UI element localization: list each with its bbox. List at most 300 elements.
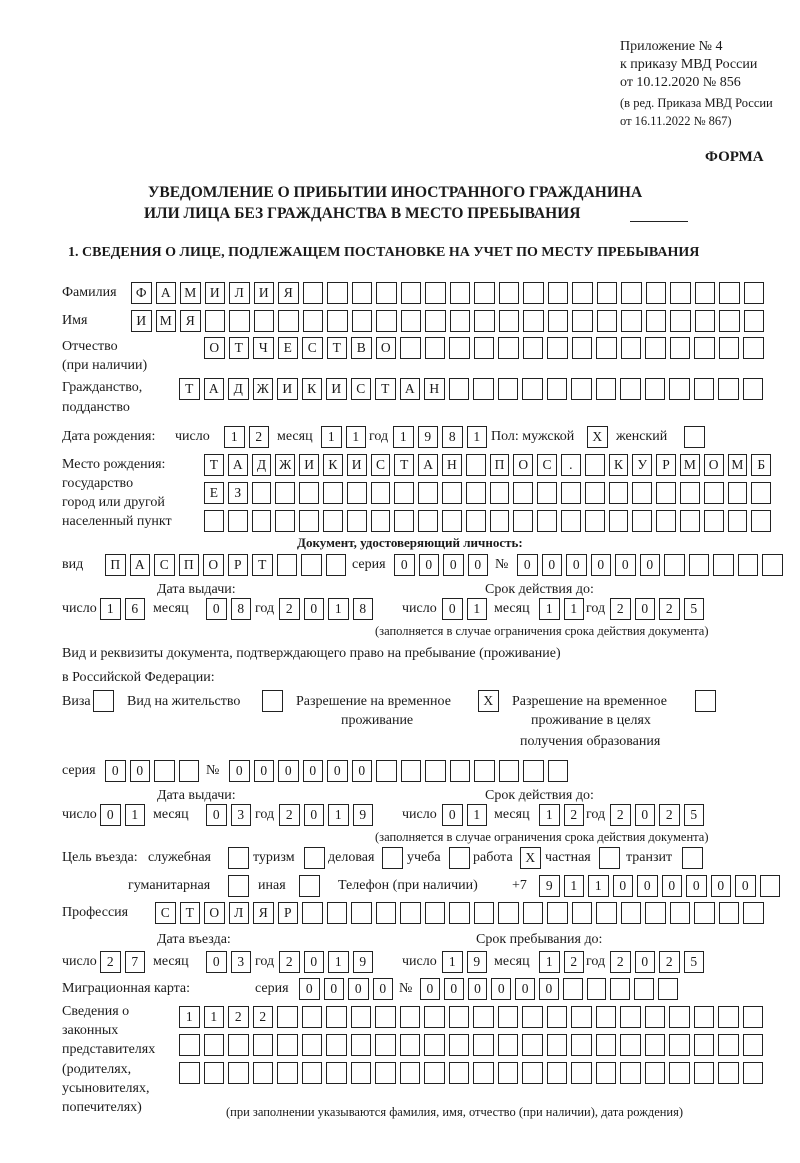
char-cell[interactable] (621, 310, 642, 332)
char-cell[interactable]: К (302, 378, 323, 400)
char-cell[interactable]: 0 (468, 978, 488, 1000)
char-cell[interactable]: Д (228, 378, 249, 400)
char-cell[interactable]: 8 (353, 598, 374, 620)
char-cell[interactable]: 0 (517, 554, 538, 576)
char-cell[interactable]: 5 (684, 598, 705, 620)
char-cell[interactable] (376, 310, 397, 332)
char-cell[interactable] (326, 1034, 347, 1056)
char-cell[interactable] (547, 1006, 568, 1028)
char-cell[interactable]: К (323, 454, 343, 476)
char-cell[interactable]: 9 (467, 951, 488, 973)
char-cell[interactable]: П (105, 554, 126, 576)
char-cell[interactable]: И (347, 454, 367, 476)
char-cell[interactable] (204, 510, 224, 532)
char-cell[interactable] (609, 510, 629, 532)
char-cell[interactable]: 0 (327, 760, 348, 782)
char-cell[interactable]: О (204, 902, 225, 924)
char-cell[interactable] (351, 1034, 372, 1056)
char-cell[interactable]: . (561, 454, 581, 476)
char-cell[interactable]: Е (204, 482, 224, 504)
char-cell[interactable]: 2 (279, 598, 300, 620)
char-cell[interactable]: 2 (659, 951, 680, 973)
char-cell[interactable] (572, 310, 593, 332)
char-cell[interactable] (513, 482, 533, 504)
char-cell[interactable] (670, 310, 691, 332)
char-cell[interactable]: 0 (206, 804, 227, 826)
char-cell[interactable] (571, 1006, 592, 1028)
char-cell[interactable] (228, 1034, 249, 1056)
char-cell[interactable] (352, 282, 373, 304)
char-cell[interactable] (449, 337, 470, 359)
char-cell[interactable]: А (228, 454, 248, 476)
char-cell[interactable] (547, 902, 568, 924)
char-cell[interactable]: 0 (442, 804, 463, 826)
char-cell[interactable] (537, 482, 557, 504)
char-cell[interactable]: 1 (539, 951, 560, 973)
char-cell[interactable] (572, 902, 593, 924)
char-cell[interactable] (743, 1034, 764, 1056)
char-cell[interactable]: 0 (299, 978, 320, 1000)
char-cell[interactable]: Я (180, 310, 201, 332)
char-cell[interactable] (425, 310, 446, 332)
char-cell[interactable] (669, 1034, 690, 1056)
char-cell[interactable] (751, 510, 771, 532)
char-cell[interactable] (449, 1006, 470, 1028)
char-cell[interactable]: Л (229, 902, 250, 924)
char-cell[interactable] (656, 482, 676, 504)
char-cell[interactable]: 0 (542, 554, 563, 576)
char-cell[interactable] (253, 1034, 274, 1056)
checkbox-cell[interactable] (228, 847, 249, 869)
char-cell[interactable]: 2 (610, 598, 631, 620)
char-cell[interactable]: Т (204, 454, 224, 476)
char-cell[interactable] (425, 902, 446, 924)
char-cell[interactable]: 0 (304, 951, 325, 973)
char-cell[interactable]: 9 (418, 426, 439, 448)
char-cell[interactable]: 0 (640, 554, 661, 576)
char-cell[interactable]: 3 (231, 804, 252, 826)
char-cell[interactable] (466, 482, 486, 504)
char-cell[interactable] (646, 282, 667, 304)
char-cell[interactable] (179, 1062, 200, 1084)
char-cell[interactable]: А (418, 454, 438, 476)
char-cell[interactable] (449, 378, 470, 400)
char-cell[interactable] (718, 1062, 739, 1084)
char-cell[interactable] (302, 1062, 323, 1084)
char-cell[interactable] (645, 378, 666, 400)
char-cell[interactable] (669, 1062, 690, 1084)
char-cell[interactable]: В (351, 337, 372, 359)
char-cell[interactable]: 7 (125, 951, 146, 973)
char-cell[interactable] (704, 482, 724, 504)
char-cell[interactable]: 2 (249, 426, 270, 448)
char-cell[interactable] (442, 510, 462, 532)
char-cell[interactable] (523, 760, 544, 782)
char-cell[interactable] (424, 1034, 445, 1056)
char-cell[interactable] (375, 1062, 396, 1084)
char-cell[interactable]: С (155, 902, 176, 924)
char-cell[interactable]: Р (278, 902, 299, 924)
char-cell[interactable] (376, 902, 397, 924)
char-cell[interactable]: У (632, 454, 652, 476)
char-cell[interactable]: 6 (125, 598, 146, 620)
char-cell[interactable]: А (400, 378, 421, 400)
char-cell[interactable]: 9 (539, 875, 560, 897)
char-cell[interactable] (347, 482, 367, 504)
char-cell[interactable]: М (180, 282, 201, 304)
char-cell[interactable] (670, 282, 691, 304)
char-cell[interactable] (523, 337, 544, 359)
char-cell[interactable] (327, 310, 348, 332)
char-cell[interactable]: И (254, 282, 275, 304)
char-cell[interactable]: 0 (539, 978, 559, 1000)
char-cell[interactable] (669, 1006, 690, 1028)
char-cell[interactable] (327, 282, 348, 304)
char-cell[interactable] (204, 1034, 225, 1056)
checkbox-cell[interactable] (382, 847, 403, 869)
char-cell[interactable]: С (154, 554, 175, 576)
char-cell[interactable]: 1 (442, 951, 463, 973)
checkbox-cell[interactable] (684, 426, 705, 448)
char-cell[interactable] (719, 310, 740, 332)
char-cell[interactable] (694, 902, 715, 924)
char-cell[interactable]: О (204, 337, 225, 359)
char-cell[interactable]: Т (229, 337, 250, 359)
char-cell[interactable]: П (179, 554, 200, 576)
char-cell[interactable]: 2 (228, 1006, 249, 1028)
char-cell[interactable] (547, 337, 568, 359)
char-cell[interactable]: А (204, 378, 225, 400)
checkbox-cell[interactable] (682, 847, 703, 869)
char-cell[interactable] (563, 978, 583, 1000)
char-cell[interactable]: К (609, 454, 629, 476)
char-cell[interactable] (694, 337, 715, 359)
char-cell[interactable]: 0 (635, 804, 656, 826)
char-cell[interactable] (719, 282, 740, 304)
char-cell[interactable]: С (537, 454, 557, 476)
char-cell[interactable] (718, 1006, 739, 1028)
char-cell[interactable] (442, 482, 462, 504)
char-cell[interactable]: 0 (304, 598, 325, 620)
char-cell[interactable]: 0 (352, 760, 373, 782)
char-cell[interactable] (561, 510, 581, 532)
char-cell[interactable] (561, 482, 581, 504)
char-cell[interactable] (400, 1034, 421, 1056)
char-cell[interactable]: О (203, 554, 224, 576)
char-cell[interactable] (449, 1062, 470, 1084)
char-cell[interactable]: Т (180, 902, 201, 924)
char-cell[interactable] (299, 510, 319, 532)
char-cell[interactable] (694, 1006, 715, 1028)
char-cell[interactable] (473, 1034, 494, 1056)
char-cell[interactable] (418, 510, 438, 532)
char-cell[interactable]: 0 (130, 760, 151, 782)
char-cell[interactable]: Ч (253, 337, 274, 359)
char-cell[interactable] (522, 378, 543, 400)
char-cell[interactable] (473, 1006, 494, 1028)
char-cell[interactable]: 0 (254, 760, 275, 782)
char-cell[interactable]: 1 (564, 875, 585, 897)
char-cell[interactable]: 1 (328, 804, 349, 826)
char-cell[interactable]: 1 (588, 875, 609, 897)
char-cell[interactable] (466, 454, 486, 476)
char-cell[interactable] (689, 554, 710, 576)
char-cell[interactable] (450, 282, 471, 304)
char-cell[interactable]: Т (252, 554, 273, 576)
char-cell[interactable] (351, 902, 372, 924)
char-cell[interactable] (229, 310, 250, 332)
char-cell[interactable] (523, 310, 544, 332)
checkbox-cell[interactable] (299, 875, 320, 897)
char-cell[interactable] (394, 510, 414, 532)
char-cell[interactable] (277, 1006, 298, 1028)
char-cell[interactable] (694, 1034, 715, 1056)
char-cell[interactable] (302, 1034, 323, 1056)
char-cell[interactable] (620, 378, 641, 400)
char-cell[interactable]: 0 (635, 598, 656, 620)
char-cell[interactable]: И (326, 378, 347, 400)
char-cell[interactable]: Я (253, 902, 274, 924)
char-cell[interactable] (474, 902, 495, 924)
char-cell[interactable] (499, 310, 520, 332)
char-cell[interactable]: 0 (515, 978, 535, 1000)
char-cell[interactable] (449, 902, 470, 924)
char-cell[interactable] (743, 902, 764, 924)
char-cell[interactable] (719, 902, 740, 924)
char-cell[interactable] (401, 310, 422, 332)
char-cell[interactable] (490, 482, 510, 504)
checkbox-cell[interactable] (262, 690, 283, 712)
char-cell[interactable]: И (277, 378, 298, 400)
char-cell[interactable] (670, 337, 691, 359)
char-cell[interactable] (670, 902, 691, 924)
char-cell[interactable]: 0 (468, 554, 489, 576)
char-cell[interactable] (695, 310, 716, 332)
char-cell[interactable] (513, 510, 533, 532)
char-cell[interactable]: Ф (131, 282, 152, 304)
char-cell[interactable] (743, 378, 764, 400)
char-cell[interactable] (547, 1062, 568, 1084)
char-cell[interactable]: Н (442, 454, 462, 476)
char-cell[interactable] (450, 760, 471, 782)
char-cell[interactable]: О (376, 337, 397, 359)
char-cell[interactable] (474, 310, 495, 332)
char-cell[interactable] (326, 1006, 347, 1028)
char-cell[interactable]: 0 (206, 951, 227, 973)
char-cell[interactable] (680, 482, 700, 504)
char-cell[interactable] (499, 282, 520, 304)
char-cell[interactable] (376, 760, 397, 782)
char-cell[interactable] (449, 1034, 470, 1056)
char-cell[interactable]: 1 (564, 598, 585, 620)
char-cell[interactable] (179, 1034, 200, 1056)
char-cell[interactable]: 1 (321, 426, 342, 448)
char-cell[interactable] (425, 760, 446, 782)
char-cell[interactable]: 3 (231, 951, 252, 973)
char-cell[interactable] (522, 1034, 543, 1056)
char-cell[interactable] (669, 378, 690, 400)
char-cell[interactable] (228, 1062, 249, 1084)
char-cell[interactable]: 0 (419, 554, 440, 576)
char-cell[interactable] (548, 310, 569, 332)
char-cell[interactable]: 1 (204, 1006, 225, 1028)
char-cell[interactable] (548, 282, 569, 304)
char-cell[interactable] (620, 1006, 641, 1028)
char-cell[interactable]: Т (179, 378, 200, 400)
char-cell[interactable] (645, 902, 666, 924)
char-cell[interactable] (645, 1006, 666, 1028)
char-cell[interactable] (645, 1034, 666, 1056)
char-cell[interactable]: 1 (125, 804, 146, 826)
char-cell[interactable] (498, 1062, 519, 1084)
char-cell[interactable] (326, 1062, 347, 1084)
char-cell[interactable] (254, 310, 275, 332)
char-cell[interactable] (585, 454, 605, 476)
char-cell[interactable] (596, 1034, 617, 1056)
char-cell[interactable]: 1 (328, 951, 349, 973)
char-cell[interactable] (351, 1006, 372, 1028)
char-cell[interactable]: 2 (279, 804, 300, 826)
char-cell[interactable]: 0 (615, 554, 636, 576)
char-cell[interactable]: 1 (179, 1006, 200, 1028)
char-cell[interactable] (376, 282, 397, 304)
char-cell[interactable] (596, 337, 617, 359)
char-cell[interactable] (694, 1062, 715, 1084)
char-cell[interactable]: 0 (373, 978, 394, 1000)
char-cell[interactable] (347, 510, 367, 532)
char-cell[interactable] (760, 875, 781, 897)
checkbox-cell[interactable]: X (478, 690, 499, 712)
char-cell[interactable]: Р (656, 454, 676, 476)
char-cell[interactable]: З (228, 482, 248, 504)
char-cell[interactable]: 0 (613, 875, 634, 897)
char-cell[interactable] (728, 482, 748, 504)
char-cell[interactable] (523, 902, 544, 924)
char-cell[interactable] (522, 1006, 543, 1028)
char-cell[interactable]: О (513, 454, 533, 476)
char-cell[interactable] (585, 510, 605, 532)
char-cell[interactable] (490, 510, 510, 532)
char-cell[interactable]: 5 (684, 804, 705, 826)
char-cell[interactable]: И (131, 310, 152, 332)
char-cell[interactable] (719, 337, 740, 359)
char-cell[interactable]: 1 (346, 426, 367, 448)
char-cell[interactable] (498, 902, 519, 924)
char-cell[interactable] (302, 1006, 323, 1028)
char-cell[interactable] (585, 482, 605, 504)
char-cell[interactable]: 2 (610, 951, 631, 973)
char-cell[interactable] (375, 1034, 396, 1056)
char-cell[interactable] (474, 282, 495, 304)
char-cell[interactable]: 2 (100, 951, 121, 973)
checkbox-cell[interactable]: X (587, 426, 608, 448)
char-cell[interactable] (571, 1062, 592, 1084)
char-cell[interactable]: 0 (348, 978, 369, 1000)
char-cell[interactable]: 2 (610, 804, 631, 826)
char-cell[interactable] (327, 902, 348, 924)
char-cell[interactable]: 0 (100, 804, 121, 826)
char-cell[interactable] (548, 760, 569, 782)
char-cell[interactable]: Д (252, 454, 272, 476)
char-cell[interactable] (620, 1034, 641, 1056)
char-cell[interactable]: 2 (253, 1006, 274, 1028)
char-cell[interactable] (277, 1062, 298, 1084)
char-cell[interactable] (424, 1006, 445, 1028)
checkbox-cell[interactable] (599, 847, 620, 869)
char-cell[interactable] (278, 310, 299, 332)
char-cell[interactable]: И (299, 454, 319, 476)
char-cell[interactable] (473, 378, 494, 400)
checkbox-cell[interactable] (228, 875, 249, 897)
char-cell[interactable] (303, 282, 324, 304)
char-cell[interactable] (634, 978, 654, 1000)
char-cell[interactable] (326, 554, 347, 576)
char-cell[interactable] (645, 337, 666, 359)
char-cell[interactable]: 2 (659, 804, 680, 826)
checkbox-cell[interactable] (695, 690, 716, 712)
char-cell[interactable]: 0 (442, 598, 463, 620)
char-cell[interactable]: 0 (591, 554, 612, 576)
char-cell[interactable]: Н (424, 378, 445, 400)
char-cell[interactable] (632, 510, 652, 532)
char-cell[interactable]: 0 (443, 554, 464, 576)
char-cell[interactable]: Ж (253, 378, 274, 400)
char-cell[interactable] (253, 1062, 274, 1084)
checkbox-cell[interactable] (93, 690, 114, 712)
char-cell[interactable]: Т (327, 337, 348, 359)
char-cell[interactable]: И (205, 282, 226, 304)
char-cell[interactable] (204, 1062, 225, 1084)
char-cell[interactable]: Т (394, 454, 414, 476)
char-cell[interactable] (474, 337, 495, 359)
char-cell[interactable] (275, 510, 295, 532)
char-cell[interactable] (632, 482, 652, 504)
char-cell[interactable]: 0 (278, 760, 299, 782)
char-cell[interactable]: 0 (303, 760, 324, 782)
char-cell[interactable] (572, 337, 593, 359)
char-cell[interactable] (323, 482, 343, 504)
char-cell[interactable]: Т (375, 378, 396, 400)
char-cell[interactable]: П (490, 454, 510, 476)
char-cell[interactable]: 1 (393, 426, 414, 448)
char-cell[interactable] (498, 337, 519, 359)
char-cell[interactable] (323, 510, 343, 532)
char-cell[interactable]: О (704, 454, 724, 476)
char-cell[interactable] (302, 902, 323, 924)
char-cell[interactable]: 1 (467, 598, 488, 620)
char-cell[interactable] (425, 337, 446, 359)
char-cell[interactable] (473, 1062, 494, 1084)
checkbox-cell[interactable] (449, 847, 470, 869)
char-cell[interactable]: 0 (635, 951, 656, 973)
char-cell[interactable]: А (156, 282, 177, 304)
char-cell[interactable]: 0 (735, 875, 756, 897)
char-cell[interactable]: Б (751, 454, 771, 476)
char-cell[interactable] (744, 310, 765, 332)
char-cell[interactable]: 0 (637, 875, 658, 897)
char-cell[interactable] (299, 482, 319, 504)
char-cell[interactable] (400, 902, 421, 924)
char-cell[interactable] (743, 337, 764, 359)
char-cell[interactable] (620, 1062, 641, 1084)
char-cell[interactable] (400, 1006, 421, 1028)
char-cell[interactable]: 1 (100, 598, 121, 620)
char-cell[interactable] (738, 554, 759, 576)
char-cell[interactable]: Р (228, 554, 249, 576)
char-cell[interactable] (680, 510, 700, 532)
char-cell[interactable] (401, 282, 422, 304)
char-cell[interactable] (751, 482, 771, 504)
